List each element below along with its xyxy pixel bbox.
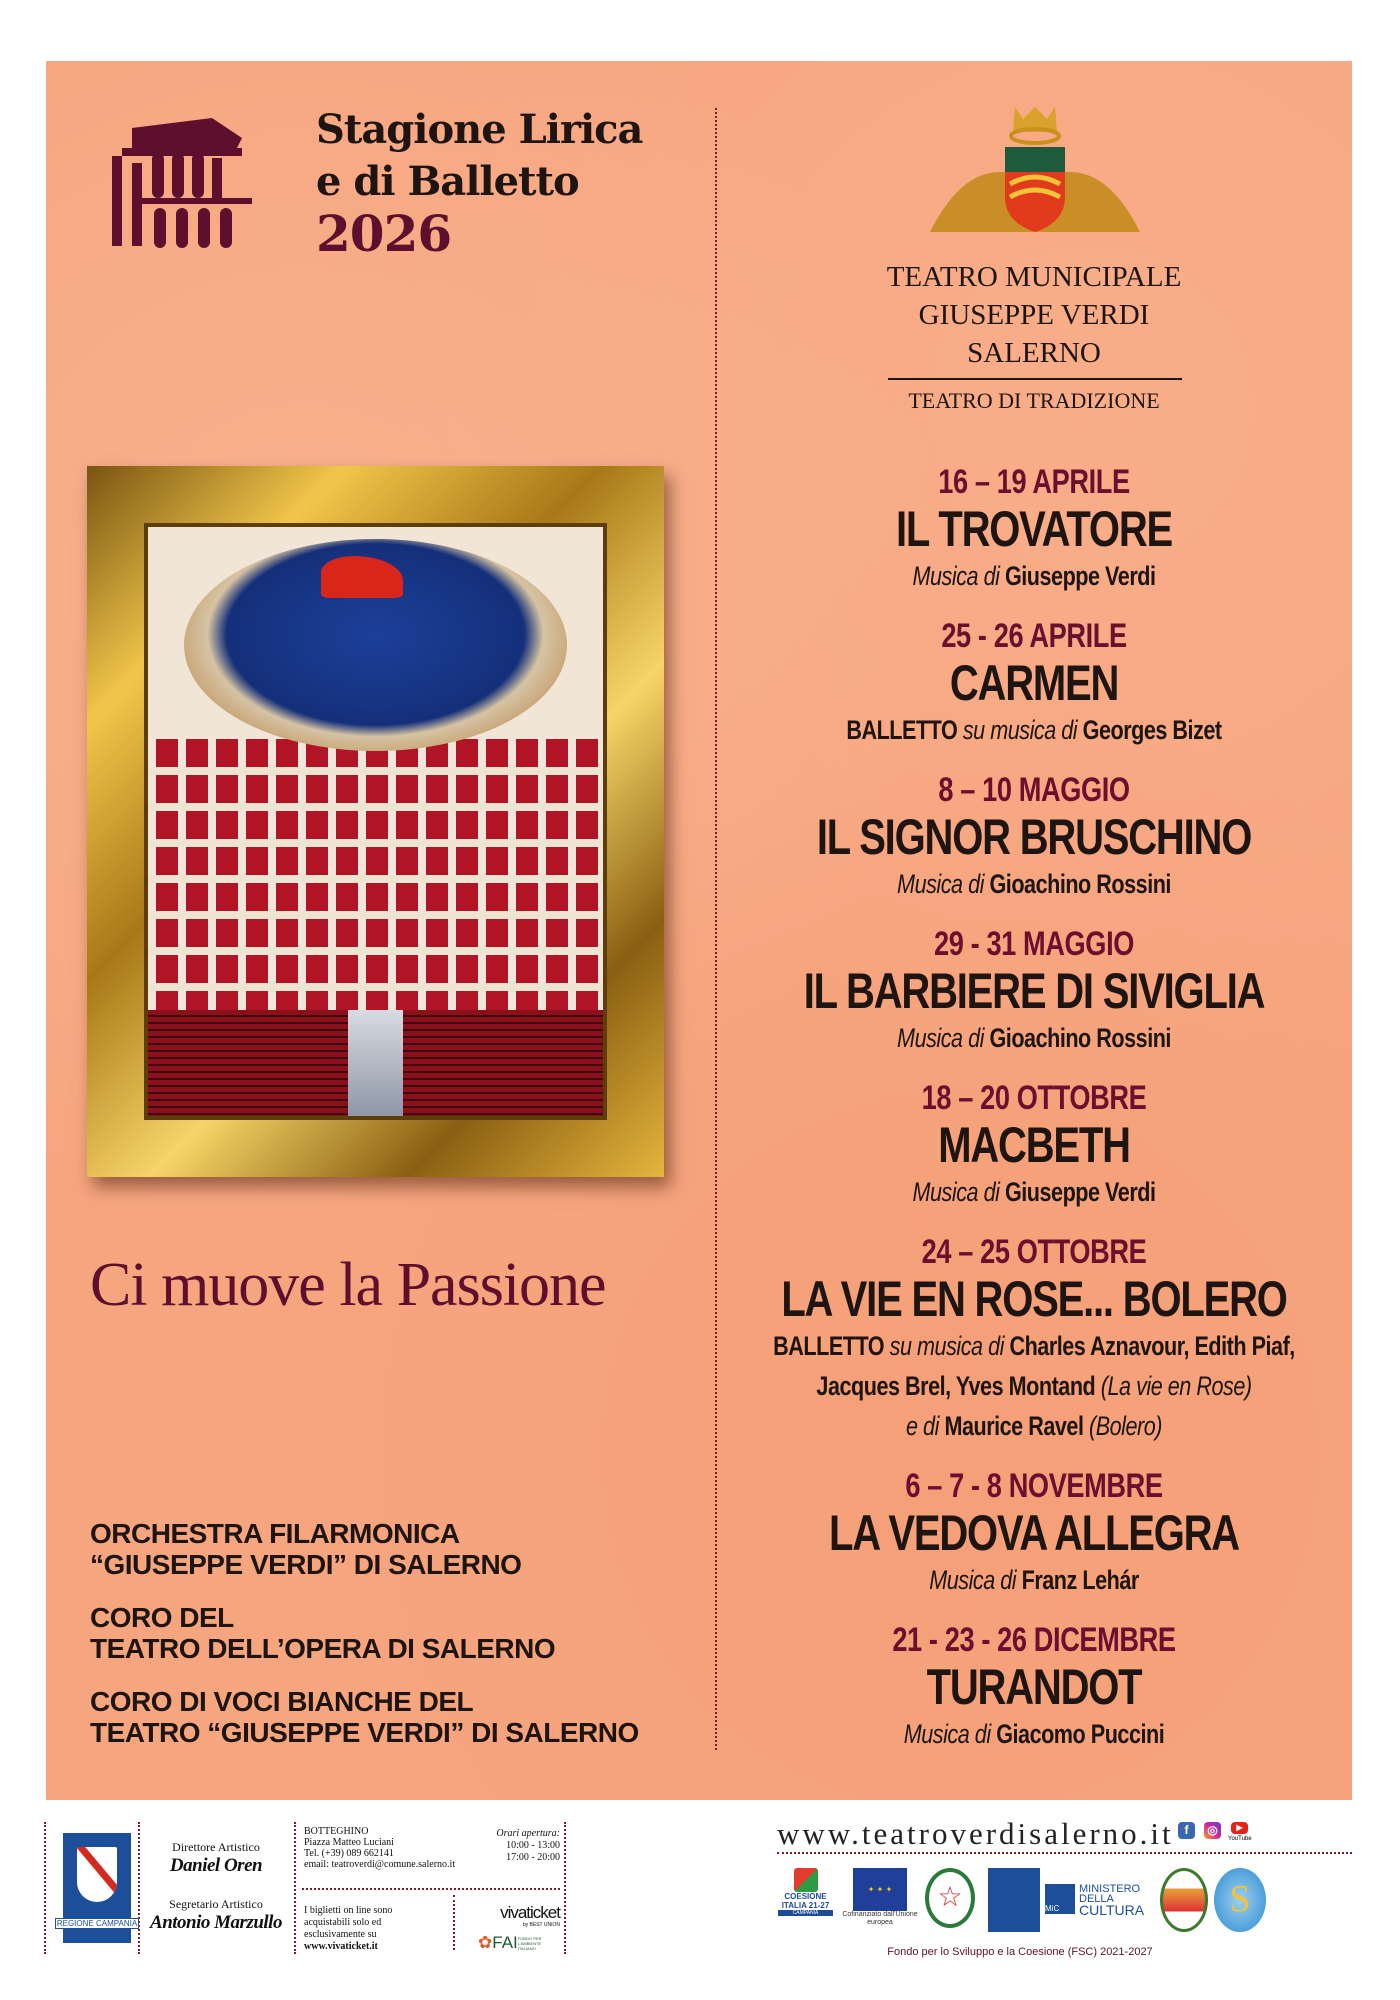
event-credit-text: Giacomo Puccini — [996, 1719, 1165, 1749]
theatre-name-line2: GIUSEPPE VERDI — [918, 299, 1150, 331]
event-credit-text: Georges Bizet — [1082, 715, 1222, 745]
mic-icon: MiC — [1045, 1884, 1075, 1914]
event-credit-text: Musica di — [897, 1023, 990, 1053]
event-credit-text: Musica di — [912, 1177, 1005, 1207]
italian-republic-emblem: ☆ — [925, 1868, 975, 1928]
credit-line: “GIUSEPPE VERDI” DI SALERNO — [90, 1549, 522, 1580]
theatre-name-rule — [888, 378, 1182, 380]
coesione-sub: CAMPANIA — [778, 1910, 833, 1916]
footer-divider — [302, 1888, 560, 1890]
name: Antonio Marzullo — [150, 1912, 282, 1933]
event-title: TURANDOT — [926, 1659, 1142, 1715]
event-credit-text: su musica di — [962, 715, 1083, 745]
theatre-tradition: TEATRO DI TRADIZIONE — [908, 388, 1160, 413]
fsc-fund-caption: Fondo per lo Sviluppo e la Coesione (FSC) 2021-2027 — [887, 1946, 1153, 1958]
event-credit-text: e di — [906, 1411, 945, 1441]
event-credit-text: Gioachino Rossini — [989, 869, 1171, 899]
mic-line: CULTURA — [1079, 1902, 1145, 1918]
season-title-line1: Stagione Lirica — [316, 106, 643, 153]
youtube-label: YouTube — [1228, 1836, 1252, 1842]
name: Daniel Oren — [169, 1855, 263, 1876]
box-office-address: Piazza Matteo Luciani — [304, 1837, 394, 1848]
gilded-frame-painting — [87, 466, 664, 1177]
online-line: acquistabili solo ed — [304, 1917, 382, 1928]
event-title: LA VIE EN ROSE... BOLERO — [781, 1271, 1287, 1327]
event-title: IL TROVATORE — [896, 501, 1172, 557]
theatre-tiers — [148, 739, 603, 1034]
hours-morning: 10:00 - 13:00 — [506, 1840, 560, 1851]
event-credit-text: su musica di — [889, 1331, 1010, 1361]
comune-salerno-emblem — [1160, 1868, 1208, 1932]
salerno-s-logo: S — [1214, 1868, 1266, 1932]
theatre-name — [834, 258, 1234, 372]
aisle — [348, 1010, 403, 1116]
eu-logo — [840, 1868, 920, 1932]
season-title-line2: e di Balletto — [316, 158, 579, 205]
theatre-building-logo — [102, 108, 282, 248]
event-date: 18 – 20 OTTOBRE — [921, 1079, 1147, 1117]
event-credit-text: Giuseppe Verdi — [1004, 1177, 1156, 1207]
vivaticket-link[interactable]: www.vivaticket.it — [304, 1941, 378, 1952]
event-date: 8 – 10 MAGGIO — [938, 771, 1130, 809]
coesione-italia-logo — [778, 1868, 833, 1932]
theatre-interior-image — [144, 523, 607, 1120]
event-credit-text: Maurice Ravel — [944, 1411, 1089, 1441]
online-line: esclusivamente su — [304, 1929, 377, 1940]
fai-text: FAI — [492, 1933, 518, 1952]
footer-divider — [294, 1822, 296, 1954]
event-credit-text: Jacques Brel, Yves Montand — [816, 1371, 1101, 1401]
youtube-icon[interactable]: ▶ — [1231, 1822, 1248, 1834]
vivaticket-logo — [470, 1904, 560, 1928]
box-office-title: BOTTEGHINO — [304, 1826, 369, 1837]
credit-line: ORCHESTRA FILARMONICA — [90, 1518, 460, 1549]
fai-sub: FONDO PER L'AMBIENTE ITALIANO — [517, 1936, 542, 1952]
event-title: CARMEN — [949, 655, 1119, 711]
artistic-director — [140, 1840, 292, 1877]
event-credit-text: (La vie en Rose) — [1100, 1371, 1252, 1401]
mic-line: DELLA — [1079, 1893, 1114, 1905]
event-credit-text: (Bolero) — [1089, 1411, 1162, 1441]
event-credit-text: Musica di — [897, 869, 990, 899]
footer-divider — [564, 1822, 566, 1954]
ensemble-credits — [90, 1518, 639, 1770]
hours-label: Orari apertura: — [496, 1828, 560, 1839]
online-line: I biglietti on line sono — [304, 1905, 393, 1916]
hours-afternoon: 17:00 - 20:00 — [506, 1852, 560, 1863]
credit-children-choir — [90, 1686, 639, 1748]
event-date: 21 - 23 - 26 DICEMBRE — [892, 1621, 1176, 1659]
opening-hours — [496, 1828, 560, 1864]
salerno-crest-logo — [910, 102, 1160, 237]
footer-divider — [44, 1822, 46, 1954]
season-title — [316, 104, 643, 263]
event-credit-text: BALLETTO — [846, 715, 963, 745]
regione-label: REGIONE CAMPANIA — [56, 1919, 138, 1928]
box-office-info — [304, 1826, 455, 1870]
credit-line: TEATRO DELL’OPERA DI SALERNO — [90, 1633, 556, 1664]
vivaticket-sub: by BEST UNION — [522, 1922, 560, 1928]
event-date: 16 – 19 APRILE — [938, 463, 1130, 501]
credit-line: TEATRO “GIUSEPPE VERDI” DI SALERNO — [90, 1717, 639, 1748]
role: Direttore Artistico — [172, 1840, 260, 1854]
footer-divider — [777, 1852, 1352, 1854]
eu-text: Cofinanziato dall'Unione europea — [842, 1911, 918, 1926]
event-title: IL SIGNOR BRUSCHINO — [816, 809, 1252, 865]
credit-choir — [90, 1602, 639, 1664]
credit-line: CORO DEL — [90, 1602, 234, 1633]
fai-icon: ✿ — [478, 1933, 493, 1952]
vivaticket-text: vivaticket — [500, 1903, 560, 1922]
coesione-icon — [794, 1868, 818, 1892]
eu-flag-icon: ✦ ✦ ✦ — [853, 1868, 907, 1911]
event-credit-text: Gioachino Rossini — [989, 1023, 1171, 1053]
instagram-icon[interactable]: ◎ — [1204, 1822, 1221, 1839]
mic-line: MINISTERO — [1079, 1883, 1141, 1895]
online-tickets-info — [304, 1905, 392, 1953]
event-title: IL BARBIERE DI SIVIGLIA — [803, 963, 1265, 1019]
fai-logo — [478, 1933, 548, 1953]
season-year: 2026 — [316, 204, 452, 263]
artistic-secretary — [140, 1897, 292, 1934]
box-office-phone[interactable]: Tel. (+39) 089 662141 — [304, 1848, 394, 1859]
event-date: 24 – 25 OTTOBRE — [921, 1233, 1147, 1271]
event-credit-text: Musica di — [912, 561, 1005, 591]
event-credit-text: BALLETTO — [773, 1331, 890, 1361]
event-credit-text: Musica di — [903, 1719, 997, 1749]
event-credit-text: Charles Aznavour, Edith Piaf, — [1009, 1331, 1295, 1361]
credit-line: CORO DI VOCI BIANCHE DEL — [90, 1686, 474, 1717]
website-link[interactable]: www.teatroverdisalerno.it — [777, 1816, 1174, 1851]
regione-campania-logo — [56, 1833, 138, 1943]
campania-shield-icon — [77, 1847, 117, 1902]
event-date: 6 – 7 - 8 NOVEMBRE — [905, 1467, 1163, 1505]
theatre-name-line3: SALERNO — [967, 337, 1101, 369]
event-title: LA VEDOVA ALLEGRA — [829, 1505, 1239, 1561]
vertical-divider — [715, 108, 717, 1750]
motto: Ci muove la Passione — [90, 1251, 606, 1319]
theatre-name-line1: TEATRO MUNICIPALE — [886, 261, 1182, 293]
event-date: 29 - 31 MAGGIO — [934, 925, 1134, 963]
event-date: 25 - 26 APRILE — [941, 617, 1127, 655]
event-credit-text: Franz Lehár — [1021, 1565, 1139, 1595]
event-title: MACBETH — [938, 1117, 1130, 1173]
regione-campania-small-logo — [988, 1868, 1040, 1932]
credit-orchestra — [90, 1518, 639, 1580]
role: Segretario Artistico — [169, 1897, 263, 1911]
box-office-email[interactable]: email: teatroverdi@comune.salerno.it — [304, 1859, 456, 1870]
event-credit-text: Giuseppe Verdi — [1004, 561, 1156, 591]
event-credit-text: Musica di — [929, 1565, 1022, 1595]
ministero-cultura-logo — [1045, 1884, 1165, 1918]
facebook-icon[interactable]: f — [1178, 1822, 1195, 1839]
footer-divider — [453, 1895, 455, 1950]
coesione-text: COESIONE ITALIA 21-27 — [781, 1892, 830, 1910]
